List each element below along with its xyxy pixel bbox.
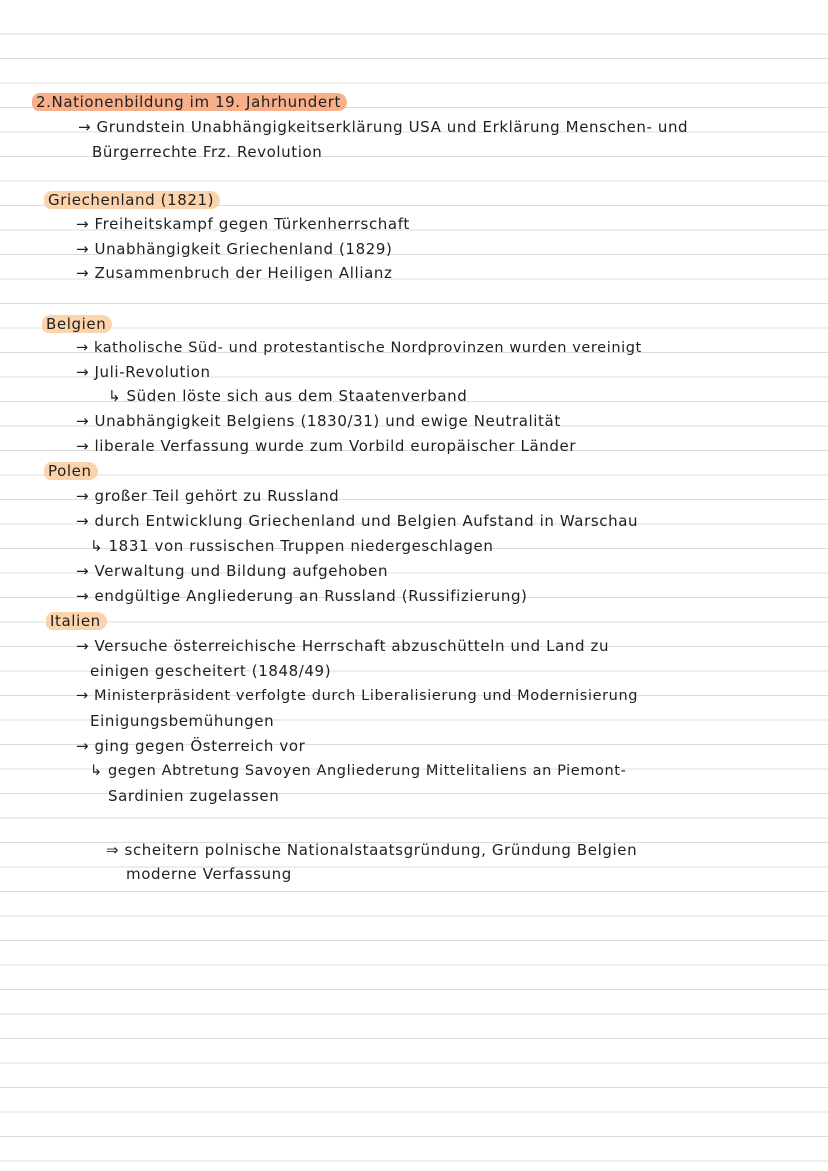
- conclusion-line-1: ⇒ scheitern polnische Nationalstaatsgründung, Gründung Belgien: [106, 841, 638, 859]
- polen-line-4: → Verwaltung und Bildung aufgehoben: [76, 562, 389, 580]
- griechenland-line-1: → Freiheitskampf gegen Türkenherrschaft: [76, 215, 410, 233]
- heading-highlight: Griechenland (1821): [44, 191, 220, 209]
- griechenland-line-3: → Zusammenbruch der Heiligen Allianz: [76, 264, 393, 282]
- heading-highlight: Italien: [46, 612, 107, 630]
- italien-line-5: → ging gegen Österreich vor: [76, 737, 306, 755]
- heading-italien: [46, 611, 107, 631]
- conclusion-line-2: moderne Verfassung: [126, 865, 292, 883]
- italien-line-2: einigen gescheitert (1848/49): [90, 662, 332, 680]
- griechenland-line-2: → Unabhängigkeit Griechenland (1829): [76, 240, 393, 258]
- belgien-line-1: → katholische Süd- und protestantische Nordprovinzen wurden vereinigt: [76, 340, 642, 356]
- page-title: [32, 92, 347, 112]
- polen-line-5: → endgültige Angliederung an Russland (Russifizierung): [76, 587, 528, 605]
- belgien-line-2: → Juli-Revolution: [76, 363, 211, 381]
- belgien-line-4: → Unabhängigkeit Belgiens (1830/31) und ewige Neutralität: [76, 412, 561, 430]
- italien-line-3: → Ministerpräsident verfolgte durch Liberalisierung und Modernisierung: [76, 688, 639, 704]
- polen-line-1: → großer Teil gehört zu Russland: [76, 487, 340, 505]
- belgien-line-3: ↳ Süden löste sich aus dem Staatenverband: [108, 387, 468, 405]
- intro-line-2: Bürgerrechte Frz. Revolution: [92, 143, 323, 161]
- polen-line-2: → durch Entwicklung Griechenland und Belgien Aufstand in Warschau: [76, 512, 639, 530]
- heading-griechenland: [44, 190, 220, 210]
- heading-polen: [44, 461, 98, 481]
- polen-line-3: ↳ 1831 von russischen Truppen niedergeschlagen: [90, 537, 494, 555]
- italien-line-7: Sardinien zugelassen: [108, 787, 280, 805]
- title-highlight: 2.Nationenbildung im 19. Jahrhundert: [32, 93, 347, 111]
- italien-line-4: Einigungsbemühungen: [90, 712, 275, 730]
- intro-line-1: → Grundstein Unabhängigkeitserklärung USA und Erklärung Menschen- und: [78, 118, 689, 136]
- belgien-line-5: → liberale Verfassung wurde zum Vorbild europäischer Länder: [76, 437, 577, 455]
- italien-line-6: ↳ gegen Abtretung Savoyen Angliederung Mittelitaliens an Piemont-: [90, 763, 627, 779]
- heading-highlight: Polen: [44, 462, 98, 480]
- italien-line-1: → Versuche österreichische Herrschaft abzuschütteln und Land zu: [76, 637, 610, 655]
- heading-highlight: Belgien: [42, 315, 112, 333]
- heading-belgien: [42, 314, 112, 334]
